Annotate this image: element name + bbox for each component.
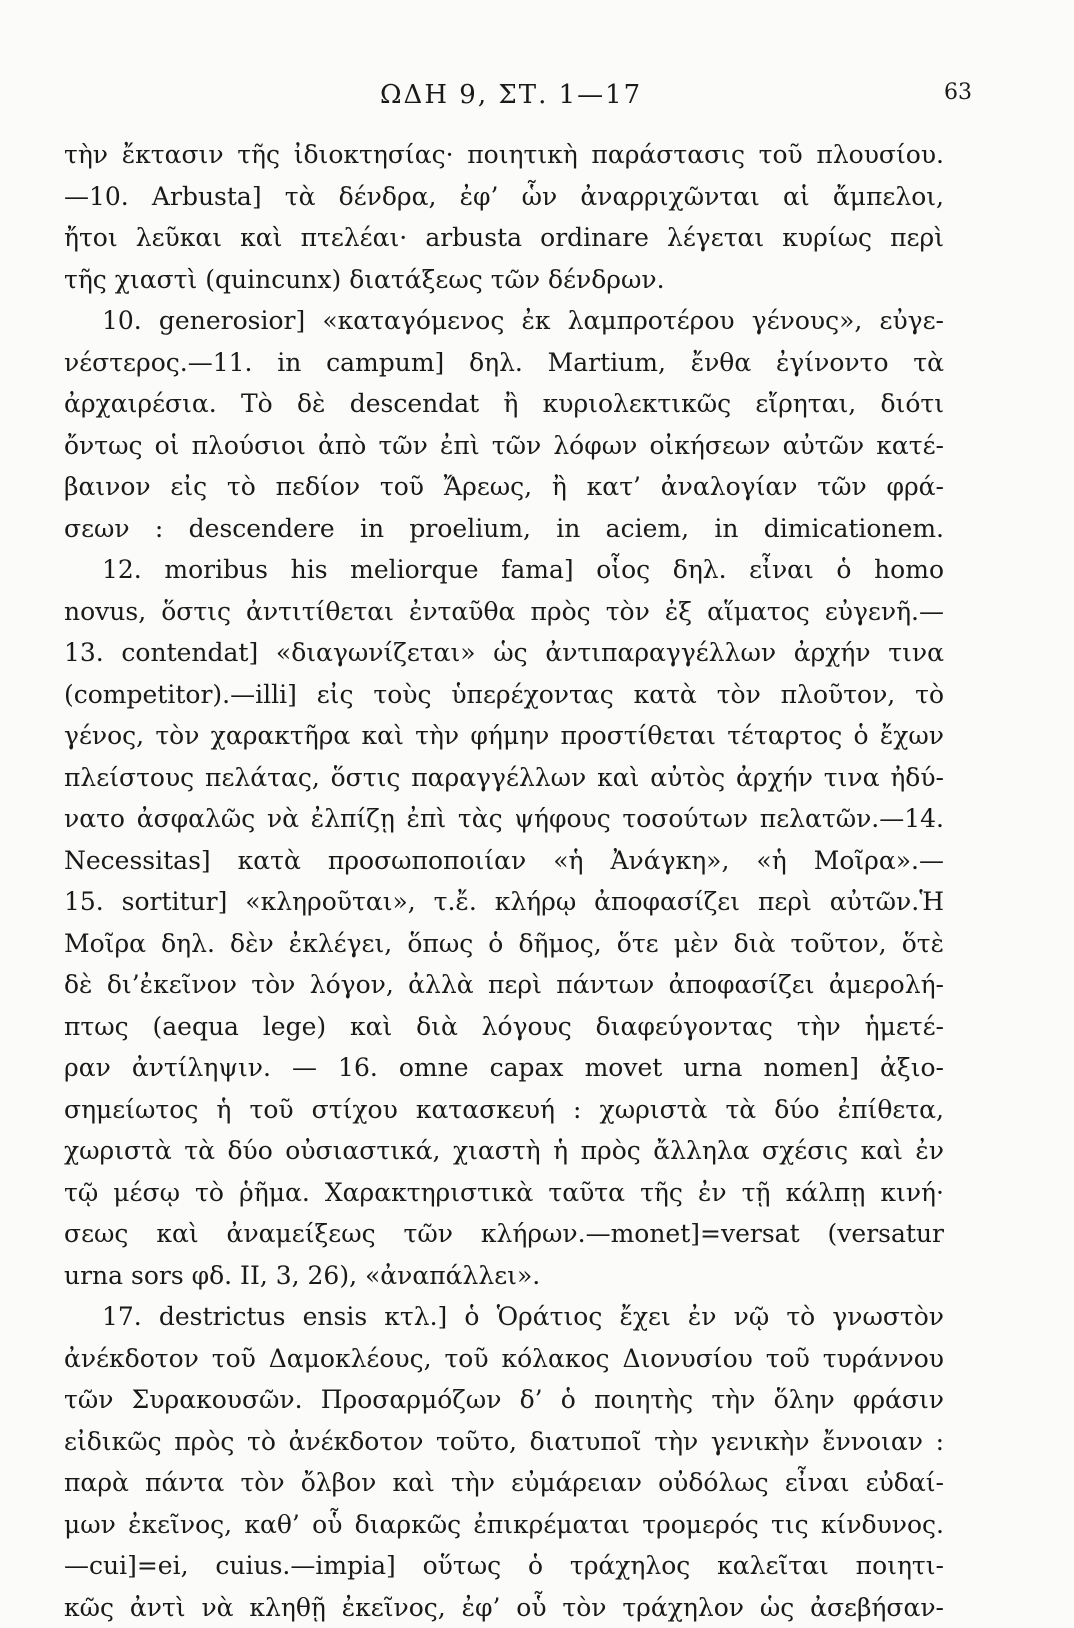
text-line: —cui]=ei, cuius.—impia] οὕτως ὁ τράχηλος καλεῖται ποιητι- [64,1545,944,1587]
text-line: —10. Arbusta] τὰ δένδρα, ἐφ’ ὧν ἀναρριχῶνται αἱ ἄμπελοι, [64,176,944,218]
text-line: πλείστους πελάτας, ὅστις παραγγέλλων καὶ αὐτὸς ἀρχήν τινα ἠδύ- [64,757,944,799]
text-line: τὴν ἔκτασιν τῆς ἰδιοκτησίας· ποιητικὴ παράστασις τοῦ πλουσίου. [64,134,944,176]
text-line: σημείωτος ἡ τοῦ στίχου κατασκευή : χωριστὰ τὰ δύο ἐπίθετα, [64,1089,944,1131]
text-line: novus, ὅστις ἀντιτίθεται ἐνταῦθα πρὸς τὸν ἐξ αἵματος εὐγενῆ.— [64,591,944,633]
commentary-text [64,134,944,1628]
text-line: 12. moribus his meliorque fama] οἷος δηλ. εἶναι ὁ homo [64,549,944,591]
running-title: ΩΔΗ 9, ΣΤ. 1—17 [380,80,642,110]
text-line: τῷ μέσῳ τὸ ῥῆμα. Χαρακτηριστικὰ ταῦτα τῆς ἐν τῇ κάλπῃ κινή· [64,1172,944,1214]
text-line: βαινον εἰς τὸ πεδίον τοῦ Ἄρεως, ἢ κατ’ ἀναλογίαν τῶν φρά- [64,466,944,508]
text-line: Μοῖρα δηλ. δὲν ἐκλέγει, ὅπως ὁ δῆμος, ὅτε μὲν διὰ τοῦτον, ὅτὲ [64,923,944,965]
text-line: ἀρχαιρέσια. Τὸ δὲ descendat ἢ κυριολεκτικῶς εἴρηται, διότι [64,383,944,425]
text-line: 17. destrictus ensis κτλ.] ὁ Ὁράτιος ἔχει ἐν νῷ τὸ γνωστὸν [64,1296,944,1338]
text-line: εἰδικῶς πρὸς τὸ ἀνέκδοτον τοῦτο, διατυποῖ τὴν γενικὴν ἔννοιαν : [64,1421,944,1463]
text-line: 10. generosior] «καταγόμενος ἐκ λαμπροτέρου γένους», εὐγε- [64,300,944,342]
text-line: ραν ἀντίληψιν. — 16. omne capax movet urna nomen] ἀξιο- [64,1047,944,1089]
text-line: χωριστὰ τὰ δύο οὐσιαστικά, χιαστὴ ἡ πρὸς ἄλληλα σχέσις καὶ ἐν [64,1130,944,1172]
text-line: σεων : descendere in proelium, in aciem, in dimicationem. [64,508,944,550]
text-line: ἤτοι λεῦκαι καὶ πτελέαι· arbusta ordinare λέγεται κυρίως περὶ [64,217,944,259]
text-line: κῶς ἀντὶ νὰ κληθῇ ἐκεῖνος, ἐφ’ οὗ τὸν τράχηλον ὡς ἀσεβήσαν- [64,1587,944,1628]
text-line: 15. sortitur] «κληροῦται», τ.ἔ. κλήρῳ ἀποφασίζει περὶ αὐτῶν.Ἡ [64,881,944,923]
text-line: δὲ δι’ἐκεῖνον τὸν λόγον, ἀλλὰ περὶ πάντων ἀποφασίζει ἀμερολή- [64,964,944,1006]
text-line: urna sors φδ. II, 3, 26), «ἀναπάλλει». [64,1255,944,1297]
text-line: γένος, τὸν χαρακτῆρα καὶ τὴν φήμην προστίθεται τέταρτος ὁ ἔχων [64,715,944,757]
text-line: μων ἐκεῖνος, καθ’ οὗ διαρκῶς ἐπικρέμαται τρομερός τις κίνδυνος. [64,1504,944,1546]
text-line: Necessitas] κατὰ προσωποποιίαν «ἡ Ἀνάγκη», «ἡ Μοῖρα».— [64,840,944,882]
text-line: (competitor).—illi] εἰς τοὺς ὑπερέχοντας κατὰ τὸν πλοῦτον, τὸ [64,674,944,716]
text-line: παρὰ πάντα τὸν ὄλβον καὶ τὴν εὐμάρειαν οὐδόλως εἶναι εὐδαί- [64,1462,944,1504]
page-number: 63 [944,80,972,105]
text-line: τῶν Συρακουσῶν. Προσαρμόζων δ’ ὁ ποιητὴς τὴν ὅλην φράσιν [64,1379,944,1421]
text-line: σεως καὶ ἀναμείξεως τῶν κλήρων.—monet]=versat (versatur [64,1213,944,1255]
text-line: ὄντως οἱ πλούσιοι ἀπὸ τῶν ἐπὶ τῶν λόφων οἰκήσεων αὐτῶν κατέ- [64,425,944,467]
text-line: πτως (aequa lege) καὶ διὰ λόγους διαφεύγοντας τὴν ἡμετέ- [64,1006,944,1048]
text-line: 13. contendat] «διαγωνίζεται» ὡς ἀντιπαραγγέλλων ἀρχήν τινα [64,632,944,674]
page-header [0,80,1074,116]
text-line: νέστερος.—11. in campum] δηλ. Martium, ἔνθα ἐγίνοντο τὰ [64,342,944,384]
text-line: ἀνέκδοτον τοῦ Δαμοκλέους, τοῦ κόλακος Διονυσίου τοῦ τυράννου [64,1338,944,1380]
text-line: νατο ἀσφαλῶς νὰ ἐλπίζῃ ἐπὶ τὰς ψήφους τοσούτων πελατῶν.—14. [64,798,944,840]
text-line: τῆς χιαστὶ (quincunx) διατάξεως τῶν δένδρων. [64,259,944,301]
